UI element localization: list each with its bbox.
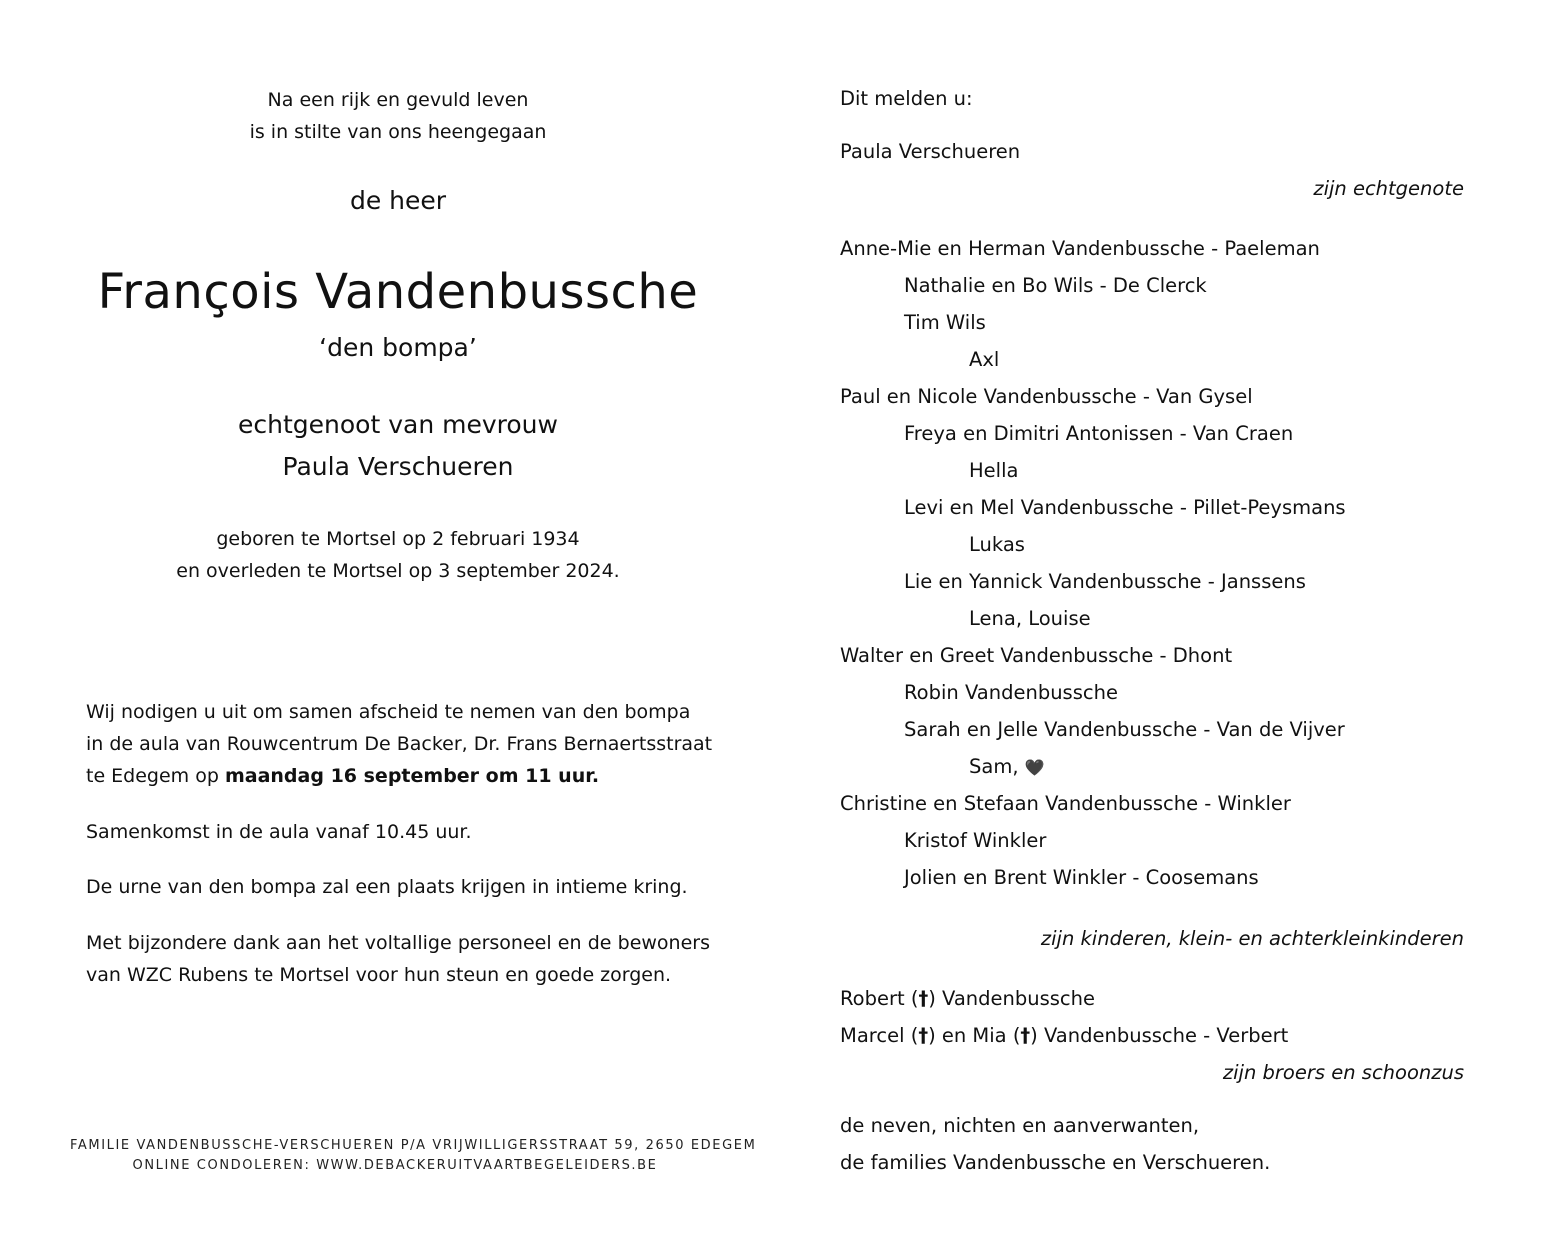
- invitation-line-2: in de aula van Rouwcentrum De Backer, Dr. Frans Bernaertsstraat: [86, 733, 713, 755]
- intro-line-2: is in stilte van ons heengegaan: [249, 121, 547, 143]
- invitation-paragraph: [86, 696, 713, 792]
- birth-line: geboren te Mortsel op 2 februari 1934: [216, 528, 580, 550]
- family-member: Sarah en Jelle Vandenbussche - Van de Vijver: [904, 718, 1345, 741]
- wife-relation: zijn echtgenote: [1313, 177, 1464, 200]
- footer: [70, 1136, 757, 1176]
- cross-icon: †: [918, 1024, 929, 1047]
- relatives-line-1: de neven, nichten en aanverwanten,: [840, 1114, 1200, 1137]
- children-relation: zijn kinderen, klein- en achterkleinkinderen: [1040, 927, 1464, 950]
- urn-text: De urne van den bompa zal een plaats krijgen in intieme kring.: [86, 876, 688, 898]
- deceased-name: François Vandenbussche: [97, 264, 699, 320]
- family-member: Anne-Mie en Herman Vandenbussche - Paeleman: [840, 237, 1320, 260]
- invitation-line-3: [86, 760, 710, 792]
- black-heart-icon: 🖤: [1024, 758, 1045, 777]
- spouse-line-2: Paula Verschueren: [282, 452, 514, 481]
- footer-address: FAMILIE VANDENBUSSCHE-VERSCHUEREN P/A VRIJWILLIGERSSTRAAT 59, 2650 EDEGEM: [70, 1138, 757, 1153]
- family-member: Robin Vandenbussche: [904, 681, 1118, 704]
- family-member: Walter en Greet Vandenbussche - Dhont: [840, 644, 1233, 667]
- siblings-relation: zijn broers en schoonzus: [1222, 1061, 1464, 1084]
- family-member: Hella: [969, 459, 1019, 482]
- sibling-text: Marcel (: [840, 1024, 919, 1047]
- thanks-text: Met bijzondere dank aan het voltallige personeel en de bewoners van WZC Rubens te Mortsel voor hun steun en goede zorgen.: [86, 932, 710, 986]
- sibling-text: Robert (: [840, 987, 919, 1010]
- honorific: de heer: [349, 186, 447, 215]
- gathering-text: Samenkomst in de aula vanaf 10.45 uur.: [86, 821, 472, 843]
- sibling-text: ) Vandenbussche: [928, 987, 1096, 1010]
- sibling-line-2: [840, 1024, 1288, 1047]
- announce-text: Dit melden u:: [840, 87, 973, 110]
- family-member: Levi en Mel Vandenbussche - Pillet-Peysmans: [904, 496, 1346, 519]
- family-member-with-heart: [969, 755, 1045, 778]
- family-member: Freya en Dimitri Antonissen - Van Craen: [904, 422, 1294, 445]
- sibling-line-1: [840, 987, 1095, 1010]
- relatives-line-2: de families Vandenbussche en Verschueren.: [840, 1151, 1271, 1174]
- invitation-line-1: Wij nodigen u uit om samen afscheid te nemen van den bompa: [86, 701, 691, 723]
- invitation-line-3-prefix: te Edegem op: [86, 765, 225, 787]
- spouse-line-1: echtgenoot van mevrouw: [238, 410, 558, 439]
- family-member: Paul en Nicole Vandenbussche - Van Gysel: [840, 385, 1253, 408]
- cross-icon: †: [918, 987, 929, 1010]
- sibling-text: ) Vandenbussche - Verbert: [1030, 1024, 1289, 1047]
- ceremony-datetime: maandag 16 september om 11 uur.: [224, 765, 600, 787]
- family-member: Lie en Yannick Vandenbussche - Janssens: [904, 570, 1306, 593]
- footer-condolences: ONLINE CONDOLEREN: WWW.DEBACKERUITVAARTBEGELEIDERS.BE: [132, 1158, 658, 1173]
- family-member: Christine en Stefaan Vandenbussche - Winkler: [840, 792, 1291, 815]
- wife-name: Paula Verschueren: [840, 140, 1021, 163]
- intro-text: [86, 84, 710, 148]
- family-member: Lukas: [969, 533, 1025, 556]
- family-member: Axl: [969, 348, 1000, 371]
- spouse-block: [86, 404, 710, 488]
- nickname: ‘den bompa’: [319, 333, 477, 362]
- cross-icon: †: [1020, 1024, 1031, 1047]
- family-member: Nathalie en Bo Wils - De Clerck: [904, 274, 1207, 297]
- family-member: Kristof Winkler: [904, 829, 1047, 852]
- intro-line-1: Na een rijk en gevuld leven: [267, 89, 529, 111]
- death-line: en overleden te Mortsel op 3 september 2024.: [176, 560, 620, 582]
- family-member: Jolien en Brent Winkler - Coosemans: [904, 866, 1259, 889]
- dates-block: [86, 523, 710, 587]
- family-member: Tim Wils: [904, 311, 986, 334]
- family-member-name: Sam,: [969, 755, 1019, 778]
- sibling-text: ) en Mia (: [928, 1024, 1021, 1047]
- family-member: Lena, Louise: [969, 607, 1091, 630]
